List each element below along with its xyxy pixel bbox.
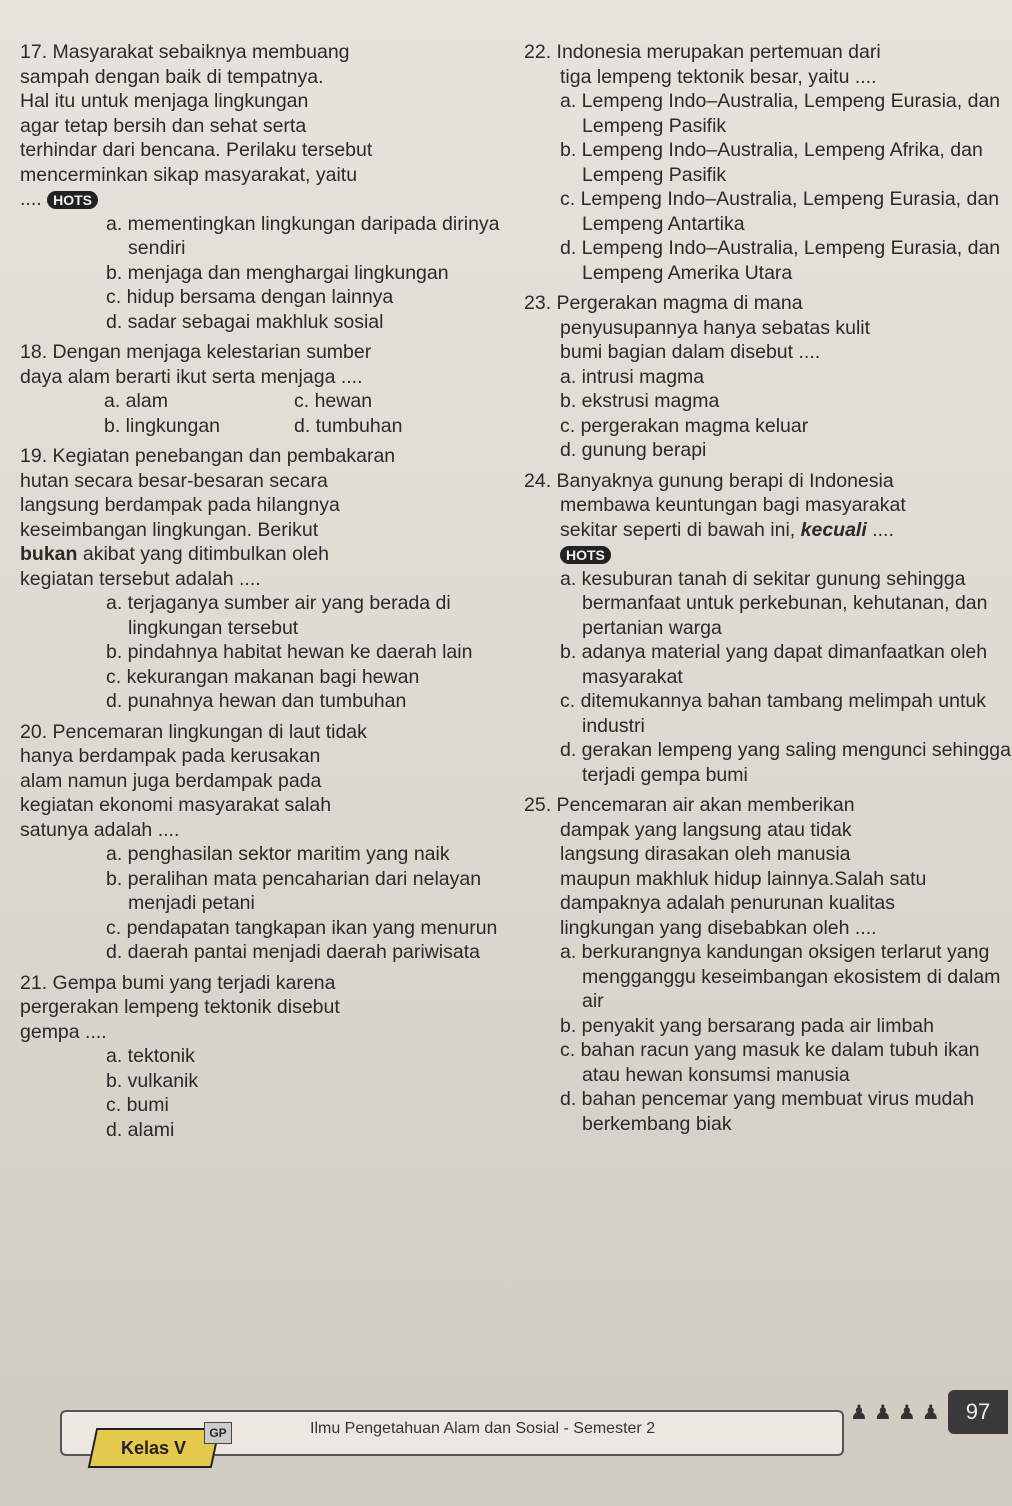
question-21 xyxy=(20,971,510,1143)
question-text-line: gempa .... xyxy=(20,1020,107,1043)
class-label xyxy=(88,1428,221,1468)
question-text-line: lingkungan yang disebabkan oleh .... xyxy=(560,916,877,939)
option-b: b. vulkanik xyxy=(106,1069,199,1092)
question-text-line: maupun makhluk hidup lainnya.Salah satu xyxy=(560,867,927,890)
question-text-line: kegiatan ekonomi masyarakat salah xyxy=(20,794,332,816)
page-number: 97 xyxy=(948,1390,1008,1434)
question-text-line: mencerminkan sikap masyarakat, yaitu xyxy=(20,163,358,186)
option-a: a. mementingkan lingkungan daripada dirinya sendiri xyxy=(106,212,500,259)
question-number: 20. xyxy=(20,720,48,743)
question-18 xyxy=(20,340,510,438)
question-number: 17. xyxy=(20,41,48,63)
question-text-line: dampak yang langsung atau tidak xyxy=(560,818,852,841)
option-d: d. tumbuhan xyxy=(294,414,403,437)
hots-badge: HOTS xyxy=(560,546,611,564)
question-17 xyxy=(20,40,510,334)
question-text-line: keseimbangan lingkungan. Berikut xyxy=(20,518,319,541)
book-title: Ilmu Pengetahuan Alam dan Sosial - Semester 2 xyxy=(310,1420,656,1437)
option-a: a. kesuburan tanah di sekitar gunung sehingga bermanfaat untuk perkebunan, kehutanan, dan pertanian warga xyxy=(560,567,988,639)
question-text-line: Pencemaran air akan memberikan xyxy=(556,794,855,816)
option-c: c. hewan xyxy=(294,390,373,412)
question-23 xyxy=(524,291,1012,463)
option-c: c. ditemukannya bahan tambang melimpah untuk industri xyxy=(560,690,987,737)
question-text-line: sekitar seperti di bawah ini, xyxy=(560,518,796,541)
option-b: b. penyakit yang bersarang pada air limbah xyxy=(560,1014,934,1037)
page-footer xyxy=(0,1380,1012,1506)
class-label-text: Kelas V xyxy=(121,1438,187,1458)
question-number: 21. xyxy=(20,971,48,994)
question-number: 22. xyxy=(524,41,552,63)
option-d: d. alami xyxy=(106,1118,175,1141)
question-number: 25. xyxy=(524,794,552,816)
question-number: 19. xyxy=(20,445,48,467)
question-text-line: Masyarakat sebaiknya membuang xyxy=(52,41,350,63)
question-24 xyxy=(524,469,1012,788)
option-d: d. Lempeng Indo–Australia, Lempeng Eurasia, dan Lempeng Amerika Utara xyxy=(560,237,1001,284)
question-text-line: dampaknya adalah penurunan kualitas xyxy=(560,892,895,914)
question-text-line: Banyaknya gunung berapi di Indonesia xyxy=(556,469,894,492)
emphasis-kecuali: kecuali xyxy=(800,518,867,541)
question-number: 18. xyxy=(20,341,48,363)
question-text-line: bumi bagian dalam disebut .... xyxy=(560,341,821,363)
option-a: a. terjaganya sumber air yang berada di lingkungan tersebut xyxy=(106,592,451,639)
dots: .... xyxy=(872,518,894,541)
question-text-line: pergerakan lempeng tektonik disebut xyxy=(20,996,340,1018)
option-d: d. daerah pantai menjadi daerah pariwisata xyxy=(106,941,480,963)
dots: .... xyxy=(20,188,42,210)
option-d: d. gunung berapi xyxy=(560,439,707,461)
option-b: b. lingkungan xyxy=(104,414,221,437)
question-text-line: penyusupannya hanya sebatas kulit xyxy=(560,316,871,339)
option-a: a. intrusi magma xyxy=(560,365,705,388)
option-b: b. peralihan mata pencaharian dari nelayan menjadi petani xyxy=(106,867,482,914)
question-text-line: Hal itu untuk menjaga lingkungan xyxy=(20,90,309,112)
question-text-line: terhindar dari bencana. Perilaku tersebut xyxy=(20,139,373,161)
option-c: c. kekurangan makanan bagi hewan xyxy=(106,665,420,688)
option-c: c. bahan racun yang masuk ke dalam tubuh ikan atau hewan konsumsi manusia xyxy=(560,1039,980,1086)
option-a: a. Lempeng Indo–Australia, Lempeng Eurasia, dan Lempeng Pasifik xyxy=(560,90,1001,137)
question-text-line: langsung berdampak pada hilangnya xyxy=(20,494,340,516)
option-c: c. bumi xyxy=(106,1094,169,1116)
question-text-line: satunya adalah .... xyxy=(20,818,180,841)
option-d: d. bahan pencemar yang membuat virus mudah berkembang biak xyxy=(560,1088,975,1135)
people-silhouette-icon: ♟♟♟♟ xyxy=(850,1402,946,1424)
question-text-line: Gempa bumi yang terjadi karena xyxy=(52,971,336,994)
option-c: c. hidup bersama dengan lainnya xyxy=(106,286,394,308)
question-text-line: akibat yang ditimbulkan oleh xyxy=(82,543,329,565)
option-a: a. penghasilan sektor maritim yang naik xyxy=(106,843,450,865)
gp-badge: GP xyxy=(204,1422,232,1444)
question-text-line: hanya berdampak pada kerusakan xyxy=(20,745,321,767)
question-20 xyxy=(20,720,510,965)
option-a: a. tektonik xyxy=(106,1045,195,1067)
option-b: b. pindahnya habitat hewan ke daerah lain xyxy=(106,641,473,663)
question-text-line: Kegiatan penebangan dan pembakaran xyxy=(52,445,396,467)
option-d: d. punahnya hewan dan tumbuhan xyxy=(106,690,407,712)
question-25 xyxy=(524,793,1012,1136)
option-b: b. adanya material yang dapat dimanfaatkan oleh masyarakat xyxy=(560,641,988,688)
left-column xyxy=(20,40,510,1148)
option-d: d. sadar sebagai makhluk sosial xyxy=(106,310,384,333)
question-number: 23. xyxy=(524,292,552,314)
question-text-line: alam namun juga berdampak pada xyxy=(20,769,322,792)
question-22 xyxy=(524,40,1012,285)
question-text-line: hutan secara besar-besaran secara xyxy=(20,469,328,492)
option-b: b. Lempeng Indo–Australia, Lempeng Afrika, dan Lempeng Pasifik xyxy=(560,139,983,186)
question-text-line: Pergerakan magma di mana xyxy=(556,292,803,314)
question-text-line: membawa keuntungan bagi masyarakat xyxy=(560,494,906,516)
question-text-line: kegiatan tersebut adalah .... xyxy=(20,567,261,590)
option-c: c. pergerakan magma keluar xyxy=(560,414,809,437)
question-text-line: sampah dengan baik di tempatnya. xyxy=(20,65,324,88)
option-a: a. alam xyxy=(104,390,168,412)
question-text-line: Indonesia merupakan pertemuan dari xyxy=(556,41,881,63)
question-19 xyxy=(20,444,510,714)
option-d: d. gerakan lempeng yang saling mengunci sehingga terjadi gempa bumi xyxy=(560,739,1011,786)
question-number: 24. xyxy=(524,469,552,492)
option-a: a. berkurangnya kandungan oksigen terlarut yang mengganggu keseimbangan ekosistem di dalam air xyxy=(560,941,1001,1012)
question-text-line: daya alam berarti ikut serta menjaga .... xyxy=(20,365,363,388)
option-b: b. menjaga dan menghargai lingkungan xyxy=(106,261,449,284)
question-text-line: langsung dirasakan oleh manusia xyxy=(560,843,851,865)
right-column xyxy=(524,40,1012,1142)
emphasis-bukan: bukan xyxy=(20,543,78,565)
question-text-line: Dengan menjaga kelestarian sumber xyxy=(52,341,372,363)
option-c: c. pendapatan tangkapan ikan yang menurun xyxy=(106,916,498,939)
question-text-line: tiga lempeng tektonik besar, yaitu .... xyxy=(560,65,877,88)
option-b: b. ekstrusi magma xyxy=(560,390,720,412)
question-text-line: agar tetap bersih dan sehat serta xyxy=(20,114,307,137)
option-c: c. Lempeng Indo–Australia, Lempeng Eurasia, dan Lempeng Antartika xyxy=(560,188,1000,235)
question-text-line: Pencemaran lingkungan di laut tidak xyxy=(52,720,367,743)
hots-badge: HOTS xyxy=(47,191,98,209)
